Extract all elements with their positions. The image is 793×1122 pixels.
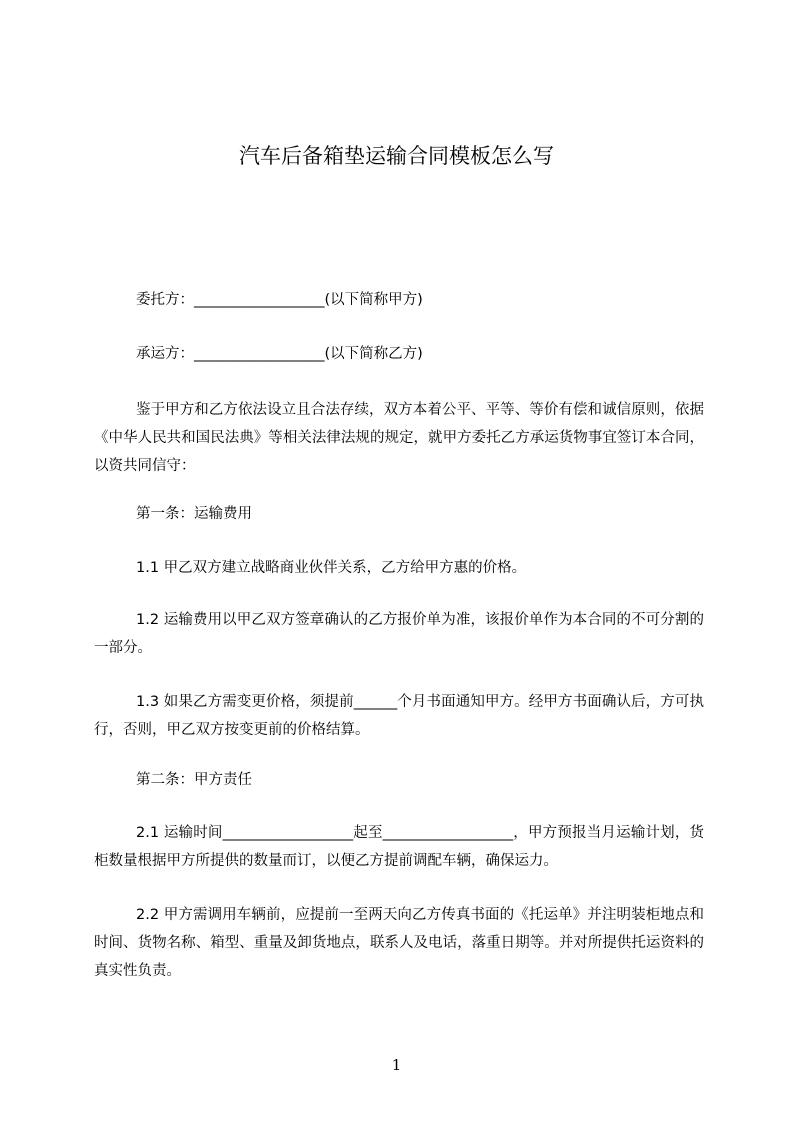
clause-1-3: 1.3 如果乙方需变更价格，须提前______个月书面通知甲方。经甲方书面确认后，方可执行，否则，甲乙双方按变更前的价格结算。 bbox=[94, 694, 704, 738]
clause-2-2: 2.2 甲方需调用车辆前，应提前一至两天向乙方传真书面的《托运单》并注明装柜地点和时间、货物名称、箱型、重量及卸货地点，联系人及电话，落重日期等。并对所提供托运资料的真实性负责。 bbox=[94, 907, 704, 979]
document-title: 汽车后备箱垫运输合同模板怎么写 bbox=[239, 144, 554, 168]
preamble-paragraph: 鉴于甲方和乙方依法设立且合法存续，双方本着公平、平等、等价有偿和诚信原则，依据《中华人民共和国民法典》等相关法律法规的规定，就甲方委托乙方承运货物事宜签订本合同，以资共同信守： bbox=[94, 402, 704, 474]
article-2-heading: 第二条：甲方责任 bbox=[136, 772, 252, 788]
article-1-heading: 第一条：运输费用 bbox=[136, 506, 252, 522]
page-number: 1 bbox=[391, 1056, 402, 1074]
party-a-line: 委托方：__________________(以下简称甲方) bbox=[136, 292, 423, 308]
clause-1-2: 1.2 运输费用以甲乙双方签章确认的乙方报价单为准，该报价单作为本合同的不可分割的一部分。 bbox=[94, 612, 704, 656]
clause-2-1: 2.1 运输时间__________________起至__________________，甲方预报当月运输计划，货柜数量根据甲方所提供的数量而订，以便乙方提前调配车辆，确保运力。 bbox=[94, 825, 704, 869]
party-b-line: 承运方：__________________(以下简称乙方) bbox=[136, 346, 423, 362]
clause-1-1: 1.1 甲乙双方建立战略商业伙伴关系，乙方给甲方惠的价格。 bbox=[136, 560, 527, 576]
